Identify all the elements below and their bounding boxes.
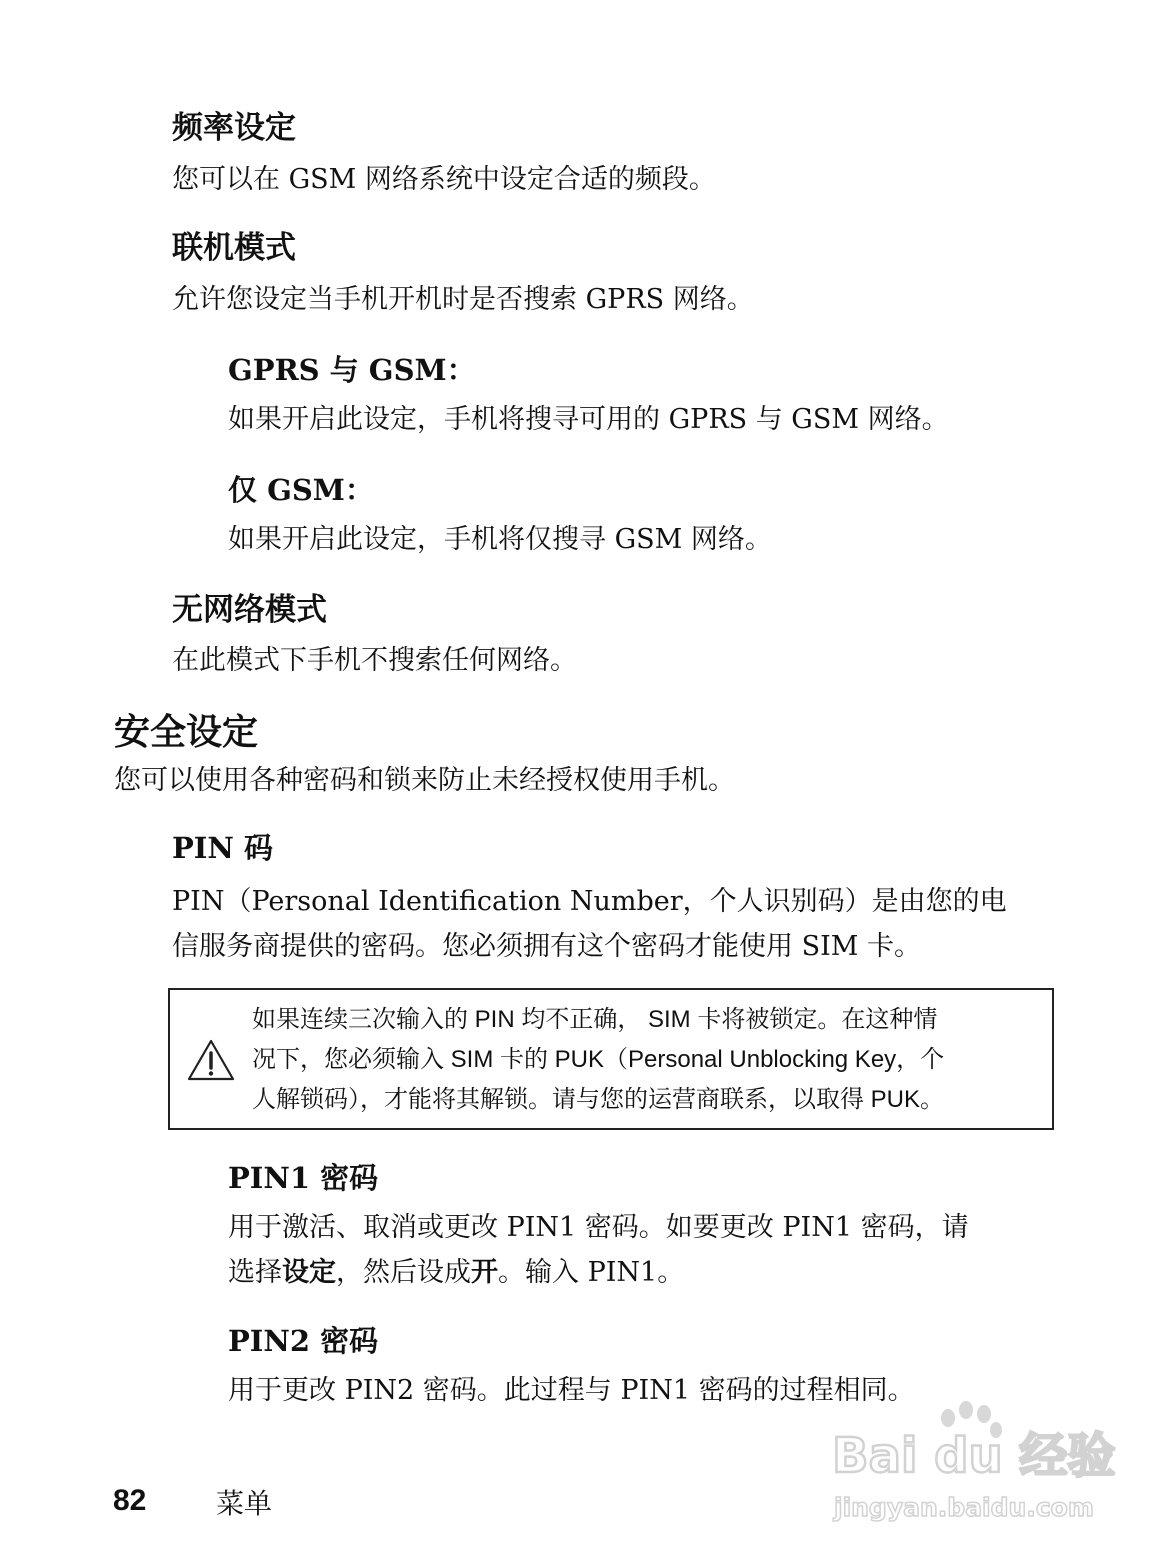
no-network-title: 无网络模式 [172,592,327,628]
pin1-text-enter: 。输入 PIN1。 [498,1257,685,1288]
option-gprs-gsm-text: 如果开启此设定，手机将搜寻可用的 GPRS 与 GSM 网络。 [228,404,949,435]
page-number: 82 [113,1484,147,1517]
warning-note-line-2: 况下，您必须输入 SIM 卡的 PUK（Personal Unblocking Key，个 [252,1046,945,1073]
pin1-text-select: 选择 [228,1257,282,1288]
option-gsm-only-text: 如果开启此设定，手机将仅搜寻 GSM 网络。 [228,524,772,555]
warning-note-text [252,1000,944,1120]
security-text: 您可以使用各种密码和锁来防止未经授权使用手机。 [114,765,735,796]
online-mode-title: 联机模式 [172,230,296,266]
security-title: 安全设定 [114,712,259,753]
pin1-text-on-bold: 开 [471,1257,498,1288]
pin-text-line-2: 信服务商提供的密码。您必须拥有这个密码才能使用 SIM 卡。 [172,931,921,962]
pin1-text-line-2 [228,1253,684,1293]
pin1-text-line-1: 用于激活、取消或更改 PIN1 密码。如要更改 PIN1 密码，请 [228,1212,969,1243]
option-gprs-gsm-title: GPRS 与 GSM： [228,353,476,387]
no-network-text: 在此模式下手机不搜索任何网络。 [172,645,577,676]
warning-note [168,988,1054,1130]
online-mode-text: 允许您设定当手机开机时是否搜索 GPRS 网络。 [172,284,754,315]
footer-section-label: 菜单 [216,1487,273,1520]
band-setting-text: 您可以在 GSM 网络系统中设定合适的频段。 [172,164,716,195]
pin1-text-then-set: ，然后设成 [336,1257,471,1288]
warning-note-line-3: 人解锁码），才能将其解锁。请与您的运营商联系，以取得 PUK。 [252,1086,945,1113]
pin1-text-setting-bold: 设定 [282,1257,336,1288]
warning-icon [186,1038,236,1082]
baidu-watermark-logo [828,1400,1118,1530]
warning-note-line-1: 如果连续三次输入的 PIN 均不正确， SIM 卡将被锁定。在这种情 [252,1006,938,1033]
watermark-logo-text: Bai du 经验 [832,1428,1116,1484]
pin2-text: 用于更改 PIN2 密码。此过程与 PIN1 密码的过程相同。 [228,1375,915,1406]
pin2-title: PIN2 密码 [228,1324,379,1358]
option-gsm-only-title: 仅 GSM： [228,473,374,507]
pin1-title: PIN1 密码 [228,1161,379,1195]
pin-title: PIN 码 [172,831,273,865]
watermark-url: jingyan.baidu.com [834,1493,1094,1522]
pin-text-line-1: PIN（Personal Identification Number，个人识别码）是由您的电 [172,886,1007,917]
band-setting-title: 频率设定 [172,110,296,146]
